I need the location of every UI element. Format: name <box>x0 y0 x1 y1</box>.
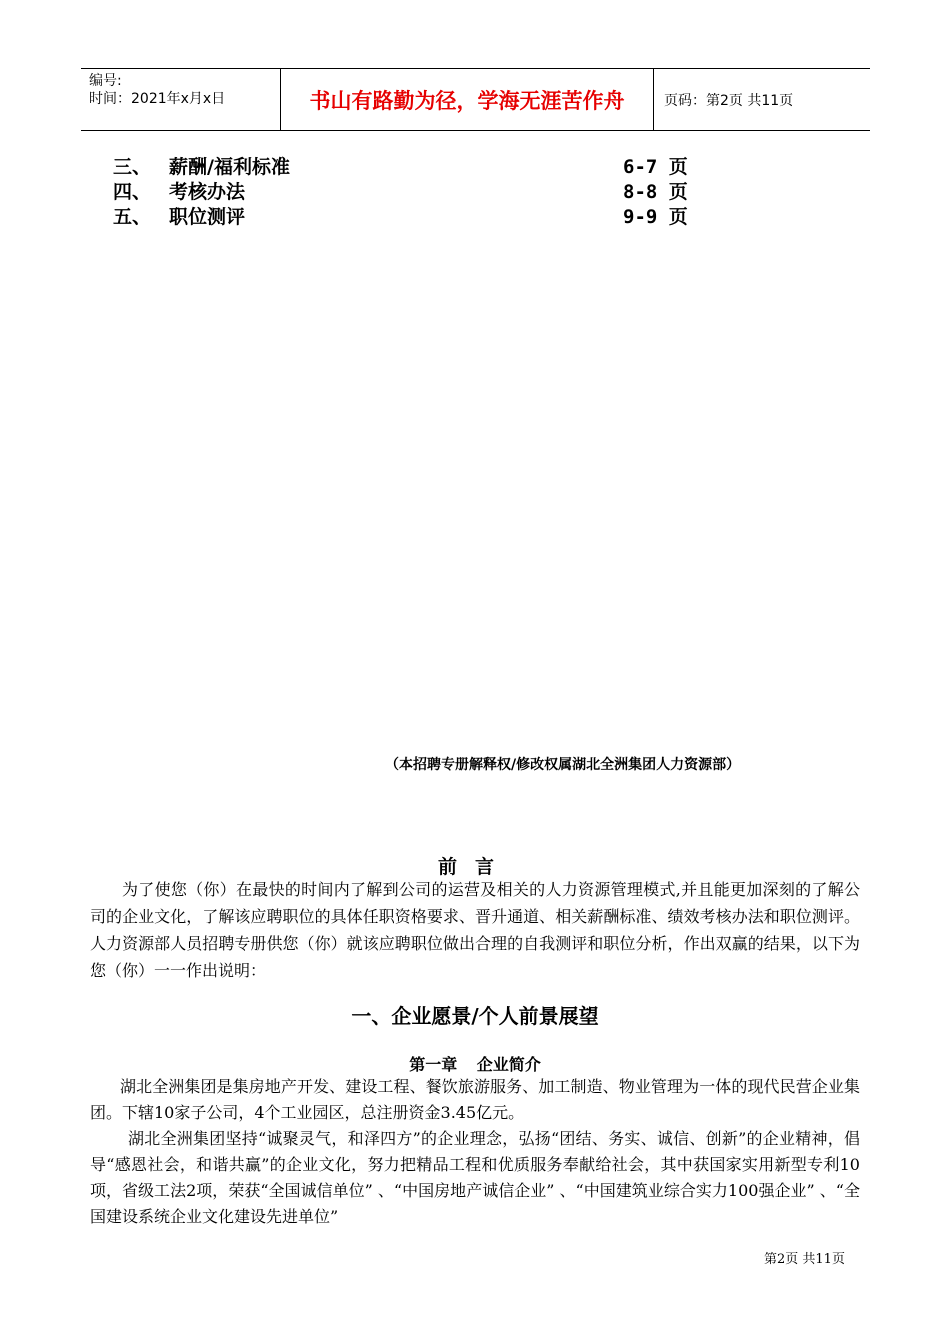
toc-entry-title: 考核办法 <box>169 181 246 203</box>
toc-entry <box>113 205 733 230</box>
toc-entry-number: 五、 <box>113 206 152 228</box>
document-date: 时间：2021年x月x日 <box>89 91 226 107</box>
toc-entry-title: 职位测评 <box>169 206 246 228</box>
toc-entry-title: 薪酬/福利标准 <box>169 156 290 178</box>
toc-entry-pages: 6-7 页 <box>623 156 688 178</box>
rights-note: （本招聘专册解释权/修改权属湖北全洲集团人力资源部） <box>385 757 741 773</box>
table-of-contents <box>113 155 733 230</box>
company-intro-paragraph: 湖北全洲集团是集房地产开发、建设工程、餐饮旅游服务、加工制造、物业管理为一体的现代民营企业集团。下辖10家子公司，4个工业园区，总注册资金3.45亿元。 <box>90 1077 860 1122</box>
toc-entry <box>113 155 733 180</box>
preface-title: 前言 <box>437 856 512 878</box>
section-title: 一、企业愿景/个人前景展望 <box>351 1004 599 1028</box>
toc-entry-number: 四、 <box>113 181 152 203</box>
page-header <box>81 68 870 131</box>
header-page-info: 页码：第2页 共11页 <box>664 92 794 109</box>
chapter-title: 第一章 企业简介 <box>409 1055 541 1074</box>
toc-entry-number: 三、 <box>113 156 152 178</box>
toc-entry-pages: 8-8 页 <box>623 181 688 203</box>
toc-entry <box>113 180 733 205</box>
header-motto: 书山有路勤为径，学海无涯苦作舟 <box>281 69 654 130</box>
company-philosophy-paragraph: 湖北全洲集团坚持“诚聚灵气，和泽四方”的企业理念，弘扬“团结、务实、诚信、创新”的企业精神，倡导“感恩社会，和谐共赢”的企业文化，努力把精品工程和优质服务奉献给社会，其中获国家实用新型专利10项，省级工法2项，荣获“全国诚信单位” 、“中国房地产诚信企业” 、“中国建筑业综合实力100强企业” 、“全国建设系统企业文化建设先进单位” <box>90 1129 860 1226</box>
header-meta <box>81 69 281 130</box>
document-number-label: 编号: <box>89 73 122 89</box>
preface-body: 为了使您（你）在最快的时间内了解到公司的运营及相关的人力资源管理模式,并且能更加深刻的了解公司的企业文化，了解该应聘职位的具体任职资格要求、晋升通道、相关薪酬标准、绩效考核办法和职位测评。人力资源部人员招聘专册供您（你）就该应聘职位做出合理的自我测评和职位分析，作出双赢的结果，以下为您（你）一一作出说明： <box>90 880 860 980</box>
page-footer: 第2页 共11页 <box>764 1252 845 1267</box>
toc-entry-pages: 9-9 页 <box>623 206 688 228</box>
